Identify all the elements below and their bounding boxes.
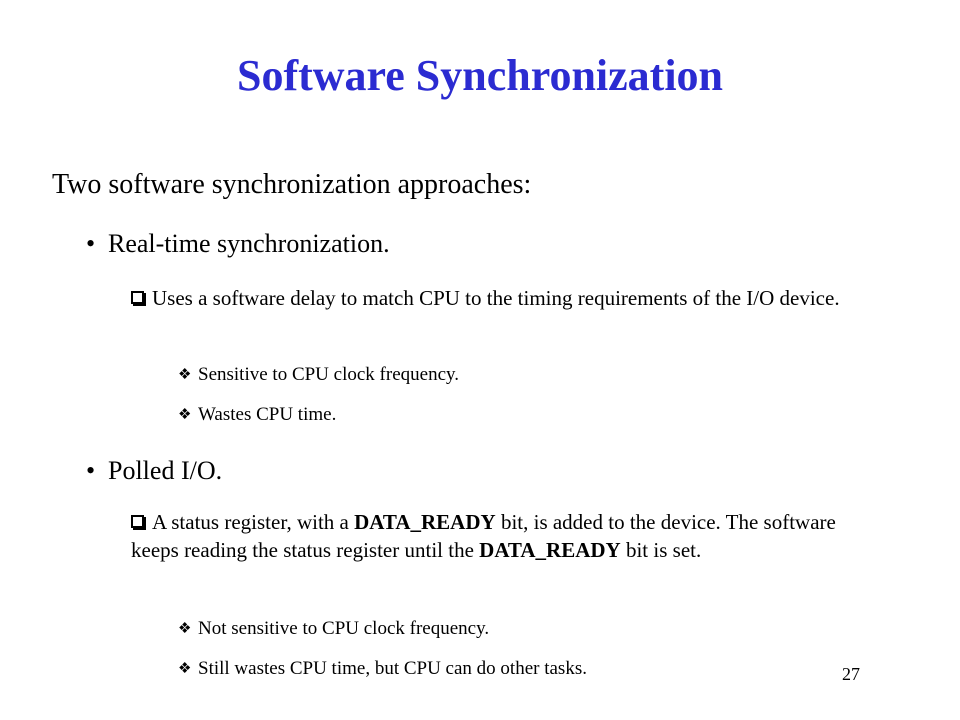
data-ready-keyword: DATA_READY bbox=[479, 538, 621, 562]
page-number: 27 bbox=[842, 664, 860, 684]
intro-text: Two software synchronization approaches: bbox=[52, 169, 532, 200]
point-text: Still wastes CPU time, but CPU can do other tasks. bbox=[198, 658, 587, 679]
hollow-square-bullet-icon bbox=[131, 515, 144, 528]
approach-polled-io bbox=[86, 455, 222, 486]
approach-heading: Polled I/O. bbox=[108, 456, 223, 485]
approach-polled-io-detail bbox=[131, 508, 851, 564]
point-text: Not sensitive to CPU clock frequency. bbox=[198, 618, 490, 639]
point-text: Wastes CPU time. bbox=[198, 404, 337, 425]
slide-title: Software Synchronization bbox=[236, 51, 724, 100]
hollow-square-bullet-icon bbox=[131, 291, 144, 304]
data-ready-keyword: DATA_READY bbox=[354, 510, 496, 534]
approach-polled-io-point-2 bbox=[178, 658, 587, 681]
detail-text-part-3: bit is set. bbox=[620, 538, 702, 562]
point-text: Sensitive to CPU clock frequency. bbox=[198, 364, 460, 385]
detail-text-part-1: A status register, with a bbox=[152, 510, 355, 534]
approach-realtime-point-1 bbox=[178, 364, 459, 387]
four-diamond-bullet-icon: ❖ bbox=[178, 367, 192, 383]
approach-realtime-detail bbox=[131, 284, 851, 312]
approach-heading: Real-time synchronization. bbox=[108, 229, 390, 258]
approach-realtime bbox=[86, 228, 390, 259]
four-diamond-bullet-icon: ❖ bbox=[178, 407, 192, 423]
four-diamond-bullet-icon: ❖ bbox=[178, 661, 192, 677]
detail-text: Uses a software delay to match CPU to the timing requirements of the I/O device. bbox=[152, 286, 840, 310]
detail-text-part-2: bit, is added to the device. The software keeps reading the status register until the bbox=[131, 510, 836, 562]
four-diamond-bullet-icon: ❖ bbox=[178, 621, 192, 637]
approach-realtime-point-2 bbox=[178, 404, 336, 427]
bullet-dot-icon: • bbox=[86, 229, 96, 258]
bullet-dot-icon: • bbox=[86, 456, 96, 485]
approach-polled-io-point-1 bbox=[178, 618, 489, 641]
